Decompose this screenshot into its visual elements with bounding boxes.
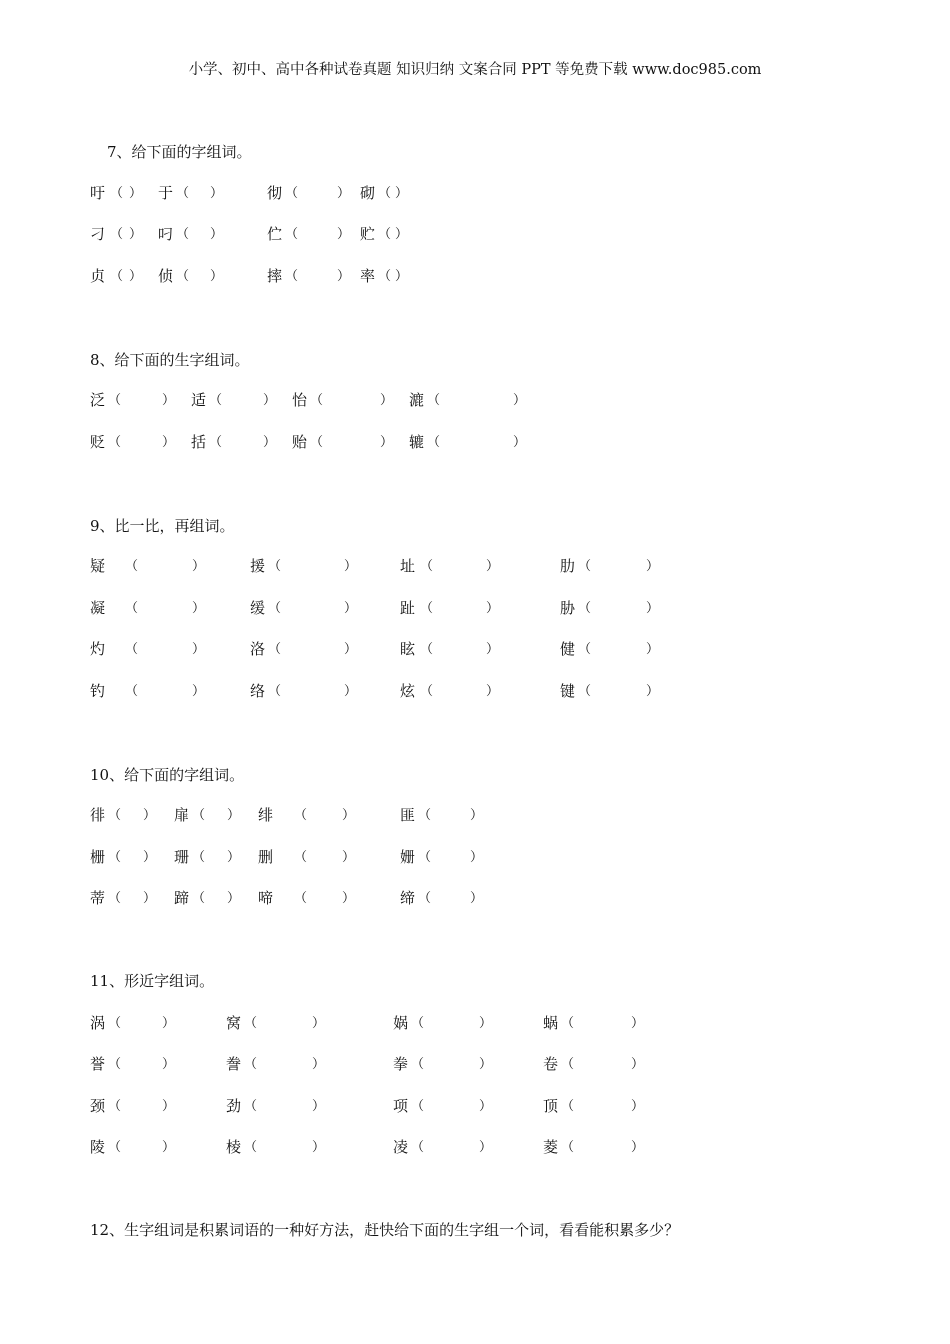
character-q10-r1-c1: 珊 (174, 848, 190, 866)
answer-blank-open-q7-r2-c3[interactable]: （ (378, 269, 392, 284)
answer-blank-open-q7-r1-c0[interactable]: （ (110, 227, 124, 242)
answer-blank-open-q7-r0-c1[interactable]: （ (176, 186, 190, 201)
answer-blank-open-q11-r1-c2[interactable]: （ (411, 1057, 425, 1072)
question-title-q7: 7、给下面的字组词。 (107, 143, 252, 161)
answer-blank-open-q7-r2-c0[interactable]: （ (110, 269, 124, 284)
answer-blank-close-q9-r1-c0[interactable]: ） (192, 601, 206, 616)
answer-blank-close-q7-r1-c2[interactable]: ） (337, 227, 351, 242)
question-title-q8: 8、给下面的生字组词。 (90, 351, 250, 369)
answer-blank-open-q8-r1-c0[interactable]: （ (108, 435, 122, 450)
character-q9-r2-c2: 眩 (400, 640, 416, 658)
answer-blank-open-q7-r2-c1[interactable]: （ (176, 269, 190, 284)
answer-blank-open-q11-r2-c1[interactable]: （ (244, 1099, 258, 1114)
answer-blank-close-q9-r0-c0[interactable]: ） (192, 559, 206, 574)
answer-blank-open-q7-r0-c0[interactable]: （ (110, 186, 124, 201)
answer-blank-open-q9-r0-c3[interactable]: （ (578, 559, 592, 574)
character-q8-r0-c1: 适 (191, 391, 207, 409)
character-q11-r0-c2: 娲 (393, 1014, 409, 1032)
answer-blank-close-q11-r0-c3[interactable]: ） (631, 1016, 645, 1031)
question-title-q10: 10、给下面的字组词。 (90, 766, 245, 784)
answer-blank-open-q9-r2-c3[interactable]: （ (578, 642, 592, 657)
answer-blank-close-q10-r2-c1[interactable]: ） (227, 891, 241, 906)
answer-blank-open-q10-r1-c1[interactable]: （ (192, 850, 206, 865)
character-q10-r2-c0: 蒂 (90, 889, 106, 907)
answer-blank-close-q11-r3-c2[interactable]: ） (479, 1140, 493, 1155)
answer-blank-close-q10-r0-c1[interactable]: ） (227, 808, 241, 823)
answer-blank-open-q9-r1-c2[interactable]: （ (420, 601, 434, 616)
character-q10-r0-c3: 匪 (400, 806, 416, 824)
answer-blank-open-q8-r1-c1[interactable]: （ (209, 435, 223, 450)
answer-blank-open-q10-r0-c0[interactable]: （ (108, 808, 122, 823)
character-q9-r1-c1: 缓 (250, 599, 266, 617)
answer-blank-open-q10-r2-c3[interactable]: （ (418, 891, 432, 906)
answer-blank-open-q8-r0-c0[interactable]: （ (108, 393, 122, 408)
answer-blank-open-q11-r2-c0[interactable]: （ (108, 1099, 122, 1114)
answer-blank-close-q11-r2-c1[interactable]: ） (312, 1099, 326, 1114)
answer-blank-close-q7-r1-c0[interactable]: ） (129, 227, 143, 242)
character-q7-r0-c3: 砌 (360, 184, 376, 202)
character-q8-r0-c2: 怡 (292, 391, 308, 409)
answer-blank-open-q10-r1-c2[interactable]: （ (294, 850, 308, 865)
answer-blank-close-q11-r1-c1[interactable]: ） (312, 1057, 326, 1072)
character-q7-r2-c2: 摔 (267, 267, 283, 285)
character-q7-r1-c0: 刁 (90, 225, 106, 243)
character-q11-r3-c1: 棱 (226, 1138, 242, 1156)
answer-blank-close-q10-r1-c0[interactable]: ） (143, 850, 157, 865)
character-q11-r3-c3: 菱 (543, 1138, 559, 1156)
answer-blank-open-q7-r1-c1[interactable]: （ (176, 227, 190, 242)
character-q7-r0-c0: 吁 (90, 184, 106, 202)
answer-blank-close-q11-r1-c0[interactable]: ） (162, 1057, 176, 1072)
answer-blank-close-q10-r0-c0[interactable]: ） (143, 808, 157, 823)
character-q8-r1-c2: 贻 (292, 433, 308, 451)
answer-blank-open-q11-r1-c3[interactable]: （ (561, 1057, 575, 1072)
character-q9-r3-c1: 络 (250, 682, 266, 700)
answer-blank-open-q7-r0-c3[interactable]: （ (378, 186, 392, 201)
answer-blank-open-q11-r0-c3[interactable]: （ (561, 1016, 575, 1031)
answer-blank-close-q10-r0-c2[interactable]: ） (342, 808, 356, 823)
character-q11-r2-c1: 劲 (226, 1097, 242, 1115)
question-title-q11: 11、形近字组词。 (90, 972, 215, 990)
answer-blank-close-q9-r2-c1[interactable]: ） (344, 642, 358, 657)
character-q11-r0-c1: 窝 (226, 1014, 242, 1032)
character-q7-r1-c2: 伫 (267, 225, 283, 243)
character-q10-r1-c3: 姗 (400, 848, 416, 866)
character-q9-r3-c3: 键 (560, 682, 576, 700)
answer-blank-close-q7-r2-c3[interactable]: ） (395, 269, 409, 284)
answer-blank-close-q10-r1-c2[interactable]: ） (342, 850, 356, 865)
character-q7-r2-c0: 贞 (90, 267, 106, 285)
answer-blank-open-q9-r0-c2[interactable]: （ (420, 559, 434, 574)
answer-blank-close-q9-r1-c1[interactable]: ） (344, 601, 358, 616)
answer-blank-open-q9-r1-c1[interactable]: （ (268, 601, 282, 616)
answer-blank-open-q7-r1-c2[interactable]: （ (285, 227, 299, 242)
character-q10-r2-c3: 缔 (400, 889, 416, 907)
answer-blank-open-q9-r2-c1[interactable]: （ (268, 642, 282, 657)
answer-blank-open-q10-r1-c3[interactable]: （ (418, 850, 432, 865)
character-q7-r0-c2: 彻 (267, 184, 283, 202)
answer-blank-close-q11-r2-c2[interactable]: ） (479, 1099, 493, 1114)
character-q8-r1-c1: 括 (191, 433, 207, 451)
character-q9-r2-c3: 健 (560, 640, 576, 658)
character-q8-r1-c3: 辘 (409, 433, 425, 451)
character-q10-r2-c2: 啼 (258, 889, 274, 907)
character-q7-r2-c3: 率 (360, 267, 376, 285)
answer-blank-open-q11-r0-c2[interactable]: （ (411, 1016, 425, 1031)
answer-blank-open-q10-r0-c1[interactable]: （ (192, 808, 206, 823)
answer-blank-open-q11-r3-c0[interactable]: （ (108, 1140, 122, 1155)
character-q9-r0-c1: 援 (250, 557, 266, 575)
character-q7-r2-c1: 侦 (158, 267, 174, 285)
answer-blank-open-q8-r0-c3[interactable]: （ (427, 393, 441, 408)
answer-blank-open-q11-r1-c1[interactable]: （ (244, 1057, 258, 1072)
character-q9-r0-c2: 址 (400, 557, 416, 575)
answer-blank-open-q9-r2-c2[interactable]: （ (420, 642, 434, 657)
answer-blank-close-q8-r0-c2[interactable]: ） (380, 393, 394, 408)
answer-blank-open-q8-r1-c2[interactable]: （ (310, 435, 324, 450)
answer-blank-close-q10-r2-c2[interactable]: ） (342, 891, 356, 906)
character-q7-r0-c1: 于 (158, 184, 174, 202)
character-q11-r2-c0: 颈 (90, 1097, 106, 1115)
character-q11-r1-c3: 卷 (543, 1055, 559, 1073)
answer-blank-close-q9-r1-c2[interactable]: ） (486, 601, 500, 616)
answer-blank-open-q11-r1-c0[interactable]: （ (108, 1057, 122, 1072)
answer-blank-open-q9-r1-c3[interactable]: （ (578, 601, 592, 616)
character-q9-r0-c0: 疑 (90, 557, 106, 575)
answer-blank-open-q11-r2-c2[interactable]: （ (411, 1099, 425, 1114)
character-q9-r3-c0: 钓 (90, 682, 106, 700)
answer-blank-open-q11-r3-c1[interactable]: （ (244, 1140, 258, 1155)
answer-blank-close-q8-r0-c1[interactable]: ） (263, 393, 277, 408)
character-q11-r3-c2: 凌 (393, 1138, 409, 1156)
answer-blank-open-q10-r2-c0[interactable]: （ (108, 891, 122, 906)
answer-blank-close-q7-r0-c2[interactable]: ） (337, 186, 351, 201)
answer-blank-close-q9-r0-c2[interactable]: ） (486, 559, 500, 574)
answer-blank-close-q11-r1-c2[interactable]: ） (479, 1057, 493, 1072)
answer-blank-close-q9-r1-c3[interactable]: ） (646, 601, 660, 616)
answer-blank-open-q7-r2-c2[interactable]: （ (285, 269, 299, 284)
character-q11-r0-c0: 涡 (90, 1014, 106, 1032)
answer-blank-open-q11-r3-c2[interactable]: （ (411, 1140, 425, 1155)
character-q11-r1-c2: 拳 (393, 1055, 409, 1073)
answer-blank-close-q10-r1-c3[interactable]: ） (470, 850, 484, 865)
answer-blank-close-q11-r2-c3[interactable]: ） (631, 1099, 645, 1114)
answer-blank-close-q11-r0-c0[interactable]: ） (162, 1016, 176, 1031)
answer-blank-close-q9-r3-c2[interactable]: ） (486, 684, 500, 699)
character-q10-r0-c1: 扉 (174, 806, 190, 824)
character-q9-r2-c0: 灼 (90, 640, 106, 658)
character-q9-r2-c1: 洛 (250, 640, 266, 658)
character-q10-r0-c0: 徘 (90, 806, 106, 824)
answer-blank-open-q9-r1-c0[interactable]: （ (125, 601, 139, 616)
answer-blank-close-q11-r0-c1[interactable]: ） (312, 1016, 326, 1031)
character-q8-r0-c3: 漉 (409, 391, 425, 409)
answer-blank-open-q9-r3-c2[interactable]: （ (420, 684, 434, 699)
answer-blank-close-q8-r1-c1[interactable]: ） (263, 435, 277, 450)
answer-blank-open-q9-r0-c1[interactable]: （ (268, 559, 282, 574)
answer-blank-open-q7-r1-c3[interactable]: （ (378, 227, 392, 242)
answer-blank-close-q8-r1-c0[interactable]: ） (162, 435, 176, 450)
character-q11-r1-c1: 誊 (226, 1055, 242, 1073)
answer-blank-close-q7-r1-c1[interactable]: ） (210, 227, 224, 242)
character-q9-r3-c2: 炫 (400, 682, 416, 700)
answer-blank-close-q7-r2-c2[interactable]: ） (337, 269, 351, 284)
answer-blank-open-q8-r0-c1[interactable]: （ (209, 393, 223, 408)
answer-blank-open-q11-r3-c3[interactable]: （ (561, 1140, 575, 1155)
answer-blank-close-q7-r2-c0[interactable]: ） (129, 269, 143, 284)
answer-blank-open-q11-r0-c1[interactable]: （ (244, 1016, 258, 1031)
answer-blank-close-q9-r2-c2[interactable]: ） (486, 642, 500, 657)
character-q10-r1-c2: 删 (258, 848, 274, 866)
character-q9-r1-c2: 趾 (400, 599, 416, 617)
character-q10-r0-c2: 绯 (258, 806, 274, 824)
answer-blank-close-q11-r3-c3[interactable]: ） (631, 1140, 645, 1155)
answer-blank-close-q10-r2-c3[interactable]: ） (470, 891, 484, 906)
answer-blank-close-q7-r0-c0[interactable]: ） (129, 186, 143, 201)
character-q9-r1-c0: 凝 (90, 599, 106, 617)
answer-blank-open-q8-r0-c2[interactable]: （ (310, 393, 324, 408)
answer-blank-close-q10-r1-c1[interactable]: ） (227, 850, 241, 865)
character-q7-r1-c1: 叼 (158, 225, 174, 243)
answer-blank-open-q9-r2-c0[interactable]: （ (125, 642, 139, 657)
character-q8-r1-c0: 贬 (90, 433, 106, 451)
answer-blank-close-q9-r3-c0[interactable]: ） (192, 684, 206, 699)
answer-blank-close-q11-r3-c1[interactable]: ） (312, 1140, 326, 1155)
answer-blank-open-q9-r3-c1[interactable]: （ (268, 684, 282, 699)
answer-blank-open-q10-r0-c3[interactable]: （ (418, 808, 432, 823)
answer-blank-open-q9-r3-c3[interactable]: （ (578, 684, 592, 699)
character-q10-r2-c1: 蹄 (174, 889, 190, 907)
answer-blank-open-q10-r0-c2[interactable]: （ (294, 808, 308, 823)
answer-blank-close-q8-r0-c0[interactable]: ） (162, 393, 176, 408)
answer-blank-open-q10-r2-c1[interactable]: （ (192, 891, 206, 906)
answer-blank-close-q11-r3-c0[interactable]: ） (162, 1140, 176, 1155)
answer-blank-close-q9-r3-c3[interactable]: ） (646, 684, 660, 699)
character-q11-r2-c3: 顶 (543, 1097, 559, 1115)
answer-blank-close-q7-r2-c1[interactable]: ） (210, 269, 224, 284)
answer-blank-close-q11-r2-c0[interactable]: ） (162, 1099, 176, 1114)
character-q8-r0-c0: 泛 (90, 391, 106, 409)
answer-blank-close-q9-r3-c1[interactable]: ） (344, 684, 358, 699)
answer-blank-close-q7-r0-c1[interactable]: ） (210, 186, 224, 201)
character-q9-r0-c3: 肋 (560, 557, 576, 575)
character-q10-r1-c0: 栅 (90, 848, 106, 866)
answer-blank-close-q8-r1-c2[interactable]: ） (380, 435, 394, 450)
answer-blank-close-q11-r1-c3[interactable]: ） (631, 1057, 645, 1072)
character-q11-r2-c2: 项 (393, 1097, 409, 1115)
answer-blank-close-q10-r0-c3[interactable]: ） (470, 808, 484, 823)
page-header: 小学、初中、高中各种试卷真题 知识归纳 文案合同 PPT 等免费下载 www.doc985.com (188, 62, 762, 78)
answer-blank-open-q7-r0-c2[interactable]: （ (285, 186, 299, 201)
character-q11-r0-c3: 蜗 (543, 1014, 559, 1032)
answer-blank-close-q11-r0-c2[interactable]: ） (479, 1016, 493, 1031)
answer-blank-open-q11-r2-c3[interactable]: （ (561, 1099, 575, 1114)
answer-blank-open-q10-r2-c2[interactable]: （ (294, 891, 308, 906)
character-q7-r1-c3: 贮 (360, 225, 376, 243)
answer-blank-close-q8-r0-c3[interactable]: ） (513, 393, 527, 408)
answer-blank-open-q10-r1-c0[interactable]: （ (108, 850, 122, 865)
character-q9-r1-c3: 胁 (560, 599, 576, 617)
answer-blank-close-q9-r2-c0[interactable]: ） (192, 642, 206, 657)
character-q11-r1-c0: 誉 (90, 1055, 106, 1073)
answer-blank-open-q9-r3-c0[interactable]: （ (125, 684, 139, 699)
answer-blank-open-q11-r0-c0[interactable]: （ (108, 1016, 122, 1031)
answer-blank-close-q9-r2-c3[interactable]: ） (646, 642, 660, 657)
answer-blank-close-q10-r2-c0[interactable]: ） (143, 891, 157, 906)
answer-blank-open-q8-r1-c3[interactable]: （ (427, 435, 441, 450)
answer-blank-close-q7-r1-c3[interactable]: ） (395, 227, 409, 242)
character-q11-r3-c0: 陵 (90, 1138, 106, 1156)
answer-blank-open-q9-r0-c0[interactable]: （ (125, 559, 139, 574)
question-title-q12: 12、生字组词是积累词语的一种好方法，赶快给下面的生字组一个词，看看能积累多少？ (90, 1221, 680, 1239)
answer-blank-close-q9-r0-c1[interactable]: ） (344, 559, 358, 574)
answer-blank-close-q7-r0-c3[interactable]: ） (395, 186, 409, 201)
question-title-q9: 9、比一比，再组词。 (90, 517, 235, 535)
answer-blank-close-q9-r0-c3[interactable]: ） (646, 559, 660, 574)
answer-blank-close-q8-r1-c3[interactable]: ） (513, 435, 527, 450)
